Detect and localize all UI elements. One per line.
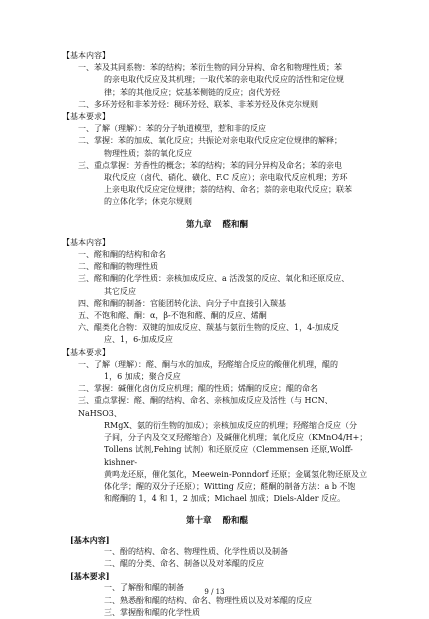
chapter-heading-10	[62, 515, 372, 527]
list-item: 二、熟悉酚和醌的结构、命名、物理性质以及对苯醌的反应	[104, 595, 312, 605]
list-item: 三、重点掌握：芳香性的概念；苯的结构；苯的同分异构及命名；苯的亲电	[78, 160, 342, 170]
section-header-basic-requirements: 【基本要求】	[62, 347, 110, 357]
list-item: 一、苯及其同系物：苯的结构；苯衍生物的同分异构、命名和物理性质；苯	[78, 63, 342, 73]
chapter-number: 第十章	[186, 516, 212, 527]
list-item: 一、了解（理解）：醛、酮与水的加成，羟醛缩合反应的酸催化机理，醌的	[78, 359, 338, 369]
list-item-continuation: Tollens 试剂,Fehing 试剂）和还原反应（Clemmensen 还原,Wolff-kishner-	[104, 445, 353, 467]
list-item: 三、掌握酚和醌的化学性质	[104, 607, 200, 617]
list-item: 一、醛和酮的结构和命名	[78, 250, 166, 260]
list-item: 二、掌握：碱催化卤仿反应机理；醌的性质；烯酮的反应；醌的命名	[78, 384, 318, 394]
section-header-basic-requirements: [基本要求]	[70, 571, 110, 582]
list-item-continuation: 子间，分子内及交叉羟醛缩合）及碱催化机理；氧化反应（KMnO4/H+；	[104, 433, 368, 443]
list-item: 一、酚的结构、命名、物理性质、化学性质以及制备	[104, 546, 288, 556]
list-item: 三、醛和酮的化学性质：亲核加成反应、a 活泼氢的反应、氧化和还原反应、	[78, 274, 350, 284]
list-item-continuation: 物理性质；萘的氧化反应	[104, 148, 192, 158]
chapter-title: 醛和酮	[222, 219, 248, 230]
list-item-continuation: 1，6 加成；聚合反应	[104, 372, 181, 382]
list-item: 六、醌类化合物：双键的加成反应、羰基与氨衍生物的反应、1，4-加成反	[78, 323, 339, 333]
list-item: 二、掌握：苯的加成、氧化反应；共振论对亲电取代反应定位规律的解释；	[78, 136, 342, 146]
list-item: 四、醛和酮的制备：官能团转化法、向分子中直接引入羰基	[78, 298, 286, 308]
list-item: 一、了解（理解）：苯的分子轨道模型，惹和非的反应	[78, 124, 266, 134]
section-header-basic-content: 【基本内容】	[62, 51, 110, 60]
list-item: 二、醛和酮的物理性质	[78, 262, 158, 272]
document-body	[62, 50, 372, 619]
list-item-continuation: 和醛酮的 1，4 和 1，2 加成；Michael 加成；Diels-Alder 反应。	[104, 494, 346, 504]
section-header-basic-content: 【基本内容】	[62, 237, 110, 247]
list-item-continuation: 的立体化学；休克尔规则	[104, 197, 192, 207]
list-item-continuation: 取代反应（卤代、硝化、磺化、F.C 反应）；亲电取代反应机理；芳环	[104, 173, 348, 183]
list-item-continuation: 体化学；醒的双分子还原）；Witting 反应；醛酮的制备方法：a b 不饱	[104, 481, 356, 491]
list-item: 五、不饱和醛、酮：α，β-不饱和醛、酮的反应、烯酮	[78, 311, 267, 321]
list-item-continuation: 黄鸣龙还原，催化氢化，Meewein-Ponndorf 还原；金属氢化物还原及立	[104, 469, 368, 479]
list-item-continuation: 其它反应	[104, 286, 136, 296]
list-item: 三、重点掌握：醛、酮的结构、命名、亲核加成反应及活性（与 HCN、NaHSO3、	[78, 396, 333, 418]
section-header-basic-content: [基本内容]	[70, 534, 110, 545]
list-item: 二、多环芳烃和非苯芳烃：稠环芳烃、联苯、非苯芳烃及休克尔规则	[78, 99, 318, 109]
list-item: 一、了解酚和醌的制备	[104, 583, 184, 593]
list-item-continuation: 的亲电取代反应及其机理；一取代苯的亲电取代反应的活性和定位规	[104, 75, 344, 85]
chapter-title: 酚和醌	[222, 516, 248, 527]
chapter-number: 第九章	[186, 219, 212, 230]
page-number: 9 / 13	[204, 588, 225, 596]
list-item-continuation: 律；苯的其他反应；烷基苯侧链的反应；卤代芳烃	[104, 87, 280, 97]
section-header-basic-requirements: 【基本要求】	[62, 112, 110, 122]
list-item: 二、醌的分类、命名、制备以及对苯醌的反应	[104, 558, 264, 568]
chapter-heading-9	[62, 219, 372, 231]
list-item-continuation: 应、1，6-加成反应	[104, 335, 173, 345]
list-item-continuation: 上亲电取代反应定位规律；萘的结构、命名；萘的亲电取代反应；联苯	[104, 185, 352, 195]
list-item-continuation: RMgX、氨的衍生物的加成）；亲核加成反应的机理；羟醛缩合反应（分	[104, 420, 358, 430]
